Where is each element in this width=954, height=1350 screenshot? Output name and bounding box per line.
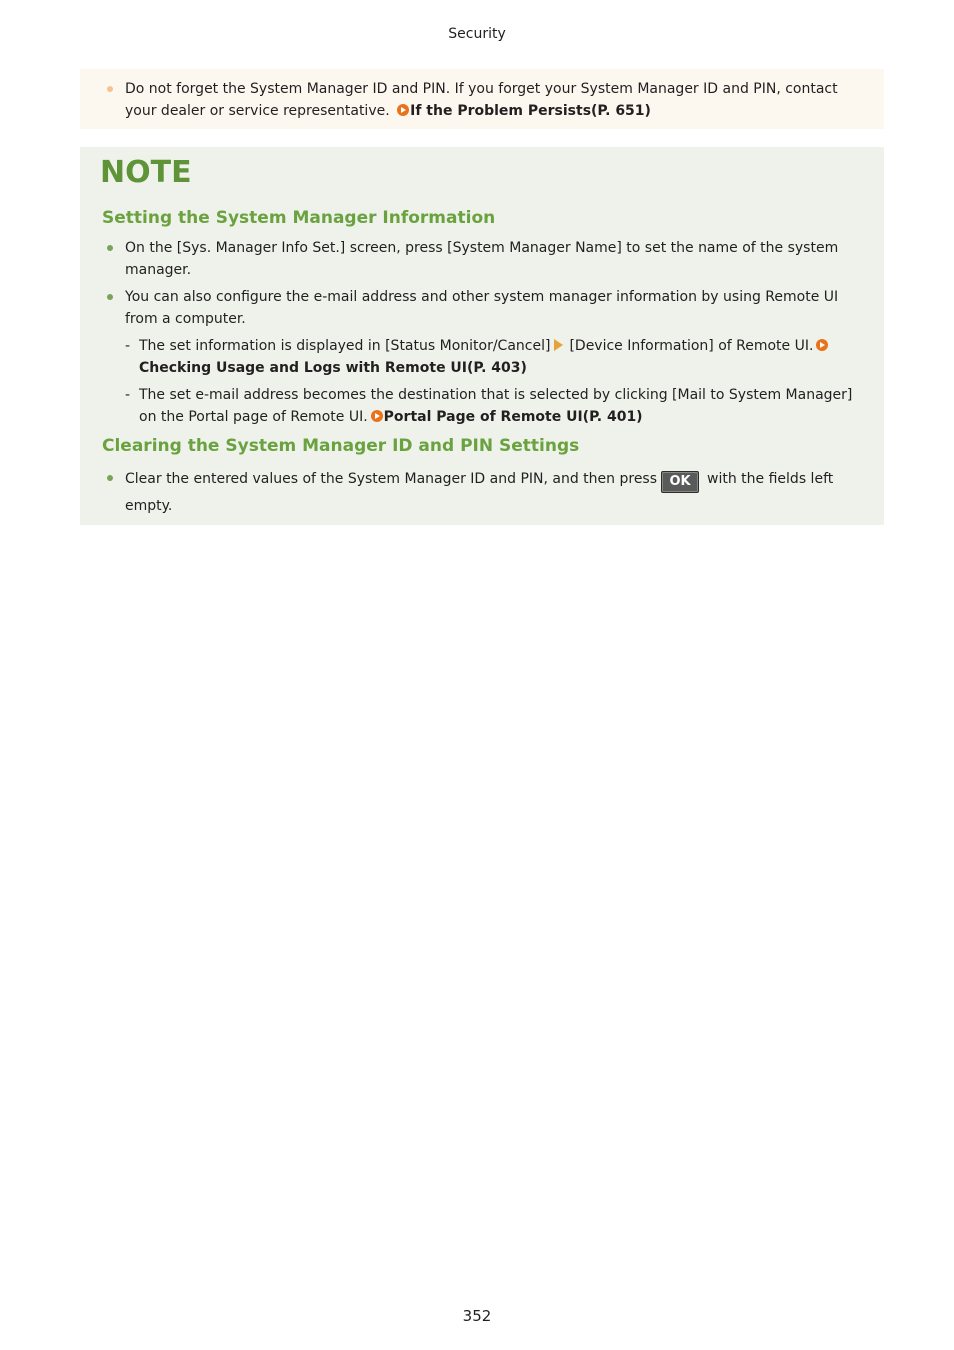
link-if-problem-persists[interactable]: If the Problem Persists(P. 651) xyxy=(410,103,651,119)
note-title: NOTE xyxy=(100,155,192,190)
dash-marker: - xyxy=(125,387,131,403)
link-arrow-icon xyxy=(397,104,409,116)
ok-key-icon: OK xyxy=(661,471,699,493)
caution-text: Do not forget the System Manager ID and PIN. If you forget your System Manager ID and PIN, contact your dealer or service representative. If the Problem Persists(P. 651) xyxy=(125,81,838,119)
link-arrow-icon xyxy=(816,339,828,351)
bullet-icon xyxy=(107,294,113,300)
link-arrow-icon xyxy=(371,410,383,422)
bullet-text: On the [Sys. Manager Info Set.] screen, press [System Manager Name] to set the name of the system manager. xyxy=(125,240,839,278)
sub-bullet-text: The set information is displayed in [Status Monitor/Cancel] [Device Information] of Remote UI. Checking Usage and Logs with Remote UI(P. 403) xyxy=(139,335,867,379)
bullet-icon xyxy=(107,245,113,251)
note-box xyxy=(80,147,884,525)
page-number: 352 xyxy=(462,1307,492,1325)
section-heading-setting-info: Setting the System Manager Information xyxy=(102,208,496,228)
dash-marker: - xyxy=(125,338,131,354)
link-portal-page[interactable]: Portal Page of Remote UI(P. 401) xyxy=(383,409,643,425)
caution-box xyxy=(80,69,884,129)
running-header: Security xyxy=(448,26,506,42)
menu-arrow-icon xyxy=(554,339,563,351)
link-checking-usage-logs[interactable]: Checking Usage and Logs with Remote UI(P. 403) xyxy=(139,360,527,376)
bullet-icon xyxy=(107,475,113,481)
sub-bullet-text: The set e-mail address becomes the destination that is selected by clicking [Mail to System Manager] on the Portal page of Remote UI. Portal Page of Remote UI(P. 401) xyxy=(139,387,853,425)
bullet-text: You can also configure the e-mail address and other system manager information by using Remote UI from a computer. xyxy=(125,289,839,327)
bullet-icon xyxy=(107,86,113,92)
bullet-text: Clear the entered values of the System Manager ID and PIN, and then press OK with the fields left empty. xyxy=(125,471,834,514)
section-heading-clearing-id-pin: Clearing the System Manager ID and PIN Settings xyxy=(102,436,580,456)
